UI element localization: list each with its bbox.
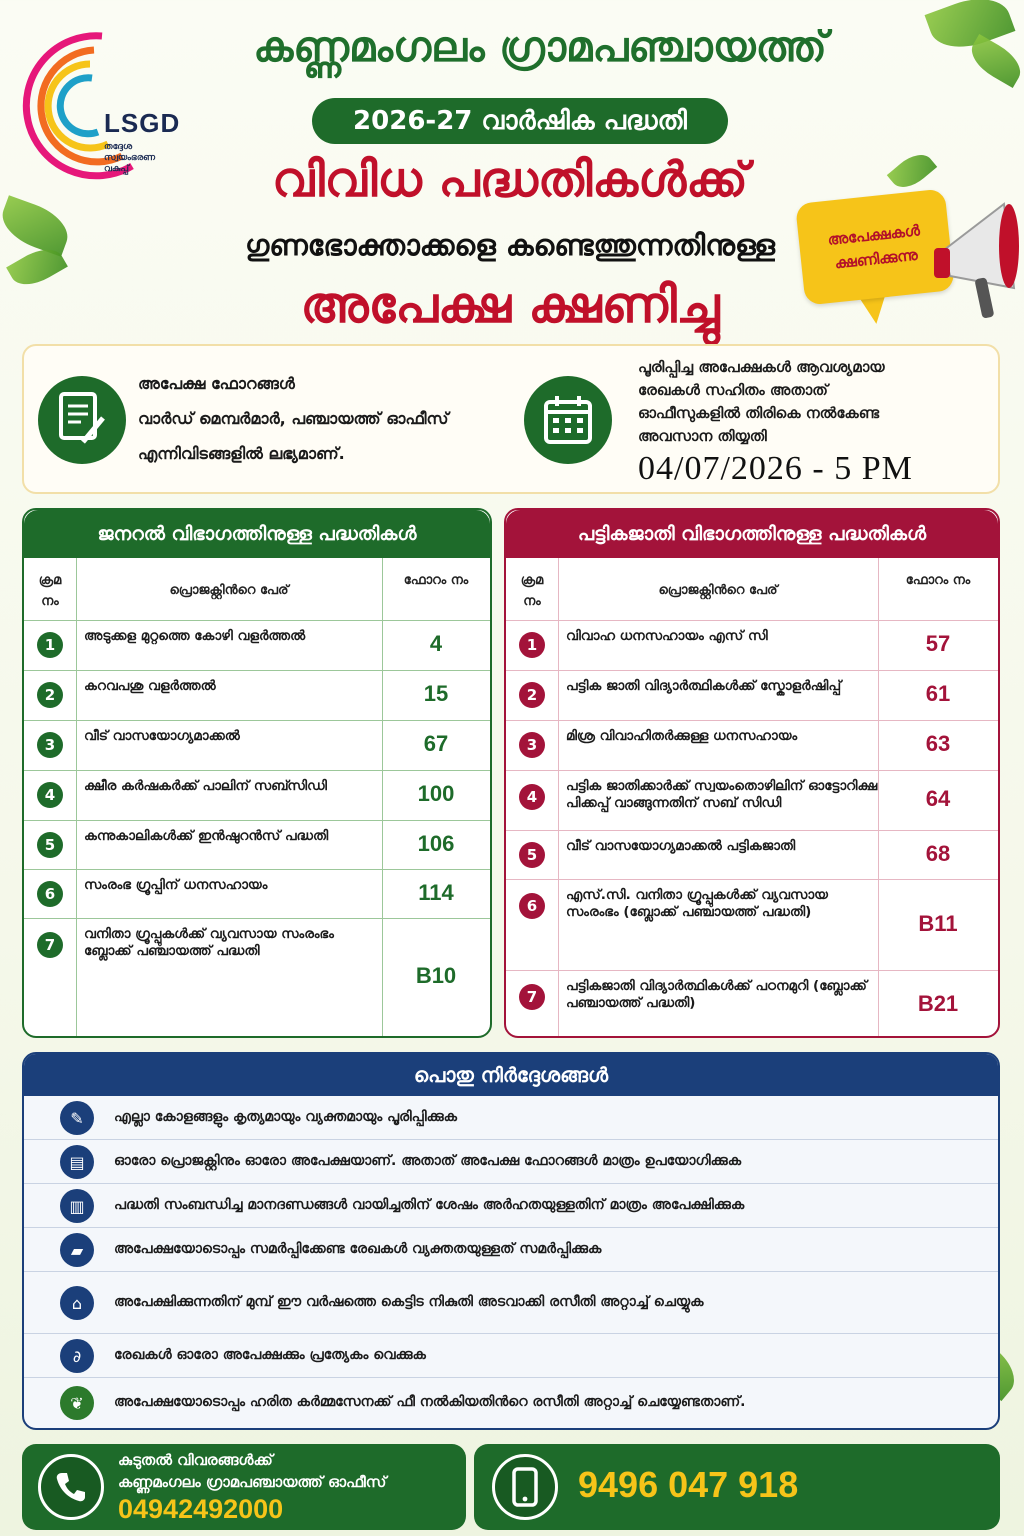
row-number: 7 — [519, 984, 545, 1010]
project-name: കറവപശു വളർത്തൽ — [84, 678, 216, 694]
forms-availability-line: അപേക്ഷ ഫോറങ്ങൾ — [138, 374, 295, 393]
leaf-decoration — [964, 34, 1024, 88]
row-number: 4 — [519, 784, 545, 810]
project-name: വിവാഹ ധനസഹായം എസ് സി — [566, 628, 768, 644]
headline-beneficiaries: ഗുണഭോക്താക്കളെ കണ്ടെത്തുന്നതിനുള്ള — [244, 228, 775, 262]
sc-table-title: പട്ടികജാതി വിഭാഗത്തിനുള്ള പദ്ധതികൾ — [506, 510, 998, 558]
column-divider — [558, 558, 559, 1036]
form-number: B21 — [917, 991, 959, 1016]
row-number: 2 — [519, 682, 545, 708]
row-divider — [506, 620, 998, 621]
row-number: 7 — [37, 932, 63, 958]
row-divider — [24, 620, 490, 621]
column-header-form: ഫോറം നം — [403, 573, 469, 588]
general-table-body — [24, 558, 490, 1036]
mobile-phone-icon — [492, 1454, 558, 1520]
row-number: 3 — [37, 732, 63, 758]
project-name: കന്നുകാലികൾക്ക് ഇൻഷുറൻസ് പദ്ധതി — [84, 828, 329, 844]
speech-bubble: അപേക്ഷകൾ ക്ഷണിക്കുന്നു — [795, 188, 955, 305]
column-header-number: ക്രമ നം — [38, 573, 62, 609]
headline-applications-invited: അപേക്ഷ ക്ഷണിച്ചു — [300, 276, 720, 334]
instruction-text: അപേക്ഷയോടൊപ്പം സമർപ്പിക്കേണ്ട രേഖകൾ വ്യക്തതയുള്ളത് സമർപ്പിക്കുക — [114, 1241, 602, 1257]
instruction-item — [24, 1272, 998, 1334]
form-number: 68 — [925, 840, 951, 866]
instruction-text: അപേക്ഷിക്കുന്നതിന് മുമ്പ് ഈ വർഷത്തെ കെട്ടിട നികുതി അടവാക്കി രസീതി അറ്റാച്ച് ചെയ്യുക — [114, 1294, 704, 1310]
form-number: 106 — [417, 830, 455, 856]
mobile-number[interactable]: 9496 047 918 — [578, 1464, 799, 1505]
sc-table-body — [506, 558, 998, 1036]
instruction-item — [24, 1184, 998, 1228]
general-schemes-table — [22, 508, 492, 1038]
landline-number[interactable]: 04942492000 — [118, 1494, 284, 1524]
phone-icon — [38, 1454, 104, 1520]
office-name: കണ്ണമംഗലം ഗ്രാമപഞ്ചായത്ത് ഓഫീസ് — [118, 1473, 387, 1491]
info-box — [22, 344, 1000, 494]
form-number: 61 — [925, 681, 951, 706]
project-name: വനിതാ ഗ്രൂപ്പുകൾക്ക് വ്യവസായ സംരംഭം ബ്ലോക്ക് പഞ്ചായത്ത് പദ്ധതി — [84, 926, 334, 959]
leaf-icon: ❦ — [60, 1386, 94, 1420]
house-icon: ⌂ — [60, 1286, 94, 1320]
project-name: മിശ്ര വിവാഹിതർക്കുള്ള ധനസഹായം — [566, 728, 798, 744]
row-number: 5 — [37, 832, 63, 858]
calendar-icon — [524, 376, 612, 464]
edit-icon: ✎ — [60, 1101, 94, 1135]
row-divider — [24, 869, 490, 870]
row-number: 4 — [37, 782, 63, 808]
project-name: ക്ഷീര കർഷകർക്ക് പാലിന് സബ്സിഡി — [84, 778, 327, 794]
project-name: പട്ടികജാതി വിദ്യാർത്ഥികൾക്ക് പഠനമുറി (ബ്ലോക്ക് പഞ്ചായത്ത് പദ്ധതി) — [566, 978, 867, 1011]
row-divider — [24, 770, 490, 771]
forms-availability-line: എന്നിവിടങ്ങളിൽ ലഭ്യമാണ്. — [138, 444, 345, 463]
instruction-item — [24, 1378, 998, 1428]
form-number: 63 — [925, 731, 951, 756]
headline-schemes: വിവിധ പദ്ധതികൾക്ക് — [272, 152, 748, 208]
deadline-description-line: പൂരിപ്പിച്ച അപേക്ഷകൾ ആവശ്യമായ — [638, 358, 885, 376]
form-document-icon — [38, 376, 126, 464]
leaf-decoration — [0, 195, 75, 257]
mobile-contact — [474, 1444, 1000, 1530]
row-number: 1 — [37, 632, 63, 658]
general-table-title: ജനറൽ വിഭാഗത്തിനുള്ള പദ്ധതികൾ — [24, 510, 490, 558]
form-number: 114 — [418, 879, 454, 905]
row-divider — [506, 970, 998, 971]
logo-subtitle: തദ്ദേശ സ്വയംഭരണ വകുപ്പ് — [104, 142, 156, 174]
project-name: വീട് വാസയോഗ്യമാക്കൽ പട്ടികജാതി — [566, 838, 796, 854]
row-number: 2 — [37, 682, 63, 708]
deadline-date: 04/07/2026 - 5 PM — [638, 450, 913, 487]
row-divider — [24, 720, 490, 721]
deadline-description-line: രേഖകൾ സഹിതം അതാത് — [638, 381, 828, 399]
deadline-description-line: അവസാന തിയ്യതി — [638, 427, 767, 445]
leaf-decoration — [887, 147, 937, 195]
row-divider — [506, 770, 998, 771]
instruction-text: അപേക്ഷയോടൊപ്പം ഹരിത കർമ്മസേനക്ക് ഫീ നൽകിയതിൻറെ രസീതി അറ്റാച്ച് ചെയ്യേണ്ടതാണ്. — [114, 1394, 746, 1410]
project-name: അടുക്കള മുറ്റത്തെ കോഴി വളർത്തൽ — [84, 628, 306, 644]
project-name: സംരംഭ ഗ്രൂപ്പിന് ധനസഹായം — [84, 877, 268, 893]
row-divider — [506, 830, 998, 831]
instruction-text: പദ്ധതി സംബന്ധിച്ച മാനദണ്ഡങ്ങൾ വായിച്ചതിന് ശേഷം അർഹതയുള്ളതിന് മാത്രം അപേക്ഷിക്കുക — [114, 1197, 745, 1213]
forms-availability — [138, 366, 518, 471]
logo-text: LSGD — [104, 108, 181, 138]
project-name: പട്ടിക ജാതിക്കാർക്ക് സ്വയംതൊഴിലിന് ഓട്ടോറിക്ഷ പിക്കപ്പ് വാങ്ങുന്നതിന് സബ് സിഡി — [566, 778, 878, 811]
folder-icon: ▰ — [60, 1233, 94, 1267]
deadline-description — [638, 356, 988, 448]
row-number: 5 — [519, 842, 545, 868]
plan-badge: 2026-27 വാർഷിക പദ്ധതി — [312, 98, 728, 144]
more-info-label: കുടുതൽ വിവരങ്ങൾക്ക് — [118, 1451, 273, 1469]
project-name: പട്ടിക ജാതി വിദ്യാർത്ഥികൾക്ക് സ്കോളർഷിപ്പ് — [566, 678, 842, 694]
row-divider — [506, 670, 998, 671]
form-number: 15 — [423, 681, 449, 706]
book-icon: ▥ — [60, 1189, 94, 1223]
megaphone-icon — [930, 196, 1024, 326]
panchayat-title: കണ്ണമംഗലം ഗ്രാമപഞ്ചായത്ത് — [253, 22, 827, 71]
paperclip-icon: ∂ — [60, 1339, 94, 1373]
row-number: 6 — [519, 893, 545, 919]
column-header-project: പ്രൊജക്റ്റിൻറെ പേര് — [658, 583, 778, 598]
column-header-project: പ്രൊജക്റ്റിൻറെ പേര് — [169, 583, 289, 598]
row-divider — [24, 820, 490, 821]
form-number: B10 — [415, 963, 457, 988]
column-header-number: ക്രമ നം — [520, 573, 544, 609]
row-divider — [24, 670, 490, 671]
instruction-item — [24, 1334, 998, 1378]
form-number: B11 — [918, 910, 958, 936]
document-icon: ▤ — [60, 1145, 94, 1179]
project-name: എസ്.സി. വനിതാ ഗ്രൂപ്പുകൾക്ക് വ്യവസായ സംരംഭം (ബ്ലോക്ക് പഞ്ചായത്ത് പദ്ധതി) — [566, 887, 828, 920]
project-name: വീട് വാസയോഗ്യമാക്കൽ — [84, 728, 240, 744]
instruction-item — [24, 1140, 998, 1184]
form-number: 64 — [925, 786, 951, 811]
row-number: 1 — [519, 632, 545, 658]
row-number: 3 — [519, 732, 545, 758]
instruction-item — [24, 1228, 998, 1272]
form-number: 57 — [925, 631, 951, 656]
form-number: 4 — [429, 631, 443, 656]
general-instructions — [22, 1052, 1000, 1430]
column-header-form: ഫോറം നം — [905, 573, 971, 588]
column-divider — [76, 558, 77, 1036]
sc-schemes-table — [504, 508, 1000, 1038]
instructions-title: പൊതു നിർദ്ദേശങ്ങൾ — [24, 1054, 998, 1096]
instruction-item — [24, 1096, 998, 1140]
office-contact — [22, 1444, 466, 1530]
row-divider — [24, 918, 490, 919]
row-number: 6 — [37, 881, 63, 907]
form-number: 67 — [423, 731, 449, 756]
row-divider — [506, 879, 998, 880]
form-number: 100 — [417, 781, 455, 806]
instruction-text: രേഖകൾ ഓരോ അപേക്ഷക്കും പ്രത്യേകം വെക്കുക — [114, 1347, 426, 1363]
instruction-text: എല്ലാ കോളങ്ങളും കൃത്യമായും വ്യക്തമായും പൂരിപ്പിക്കുക — [114, 1109, 458, 1125]
instruction-text: ഓരോ പ്രൊജക്റ്റിനും ഓരോ അപേക്ഷയാണ്. അതാത് അപേക്ഷ ഫോറങ്ങൾ മാത്രം ഉപയോഗിക്കുക — [114, 1153, 742, 1169]
forms-availability-line: വാർഡ് മെമ്പർമാർ, പഞ്ചായത്ത് ഓഫീസ് — [138, 409, 449, 428]
deadline-description-line: ഓഫീസുകളിൽ തിരികെ നൽകേണ്ട — [638, 404, 880, 422]
row-divider — [506, 720, 998, 721]
